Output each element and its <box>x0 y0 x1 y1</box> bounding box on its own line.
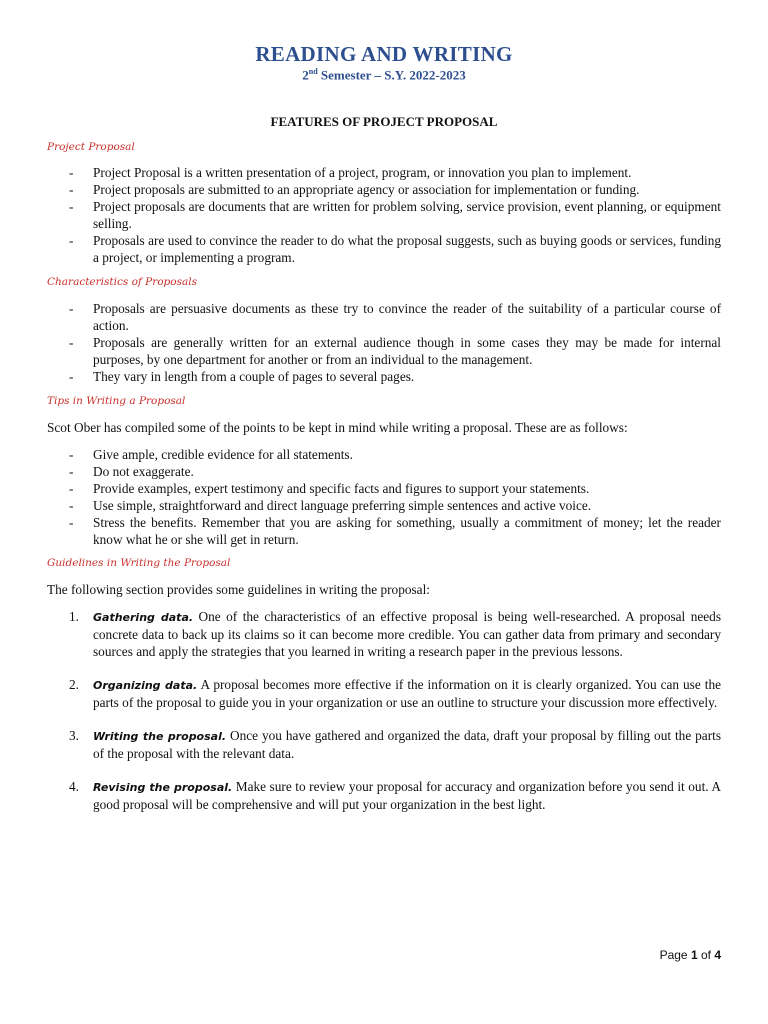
current-page: 1 <box>690 948 698 962</box>
heading-project-proposal: Project Proposal <box>47 141 135 153</box>
list-item: 1. Gathering data. One of the characteristics of an effective proposal is being well-researched. A proposal needs concrete data to back up its claims so it can become more credible. You can gather data from primary and secondary sources and apply the strategies that you learned in writing a research paper in the previous lessons. <box>69 609 722 659</box>
subtitle-ordinal: 2 <box>302 67 309 83</box>
page-number-footer: Page 1 of 4 <box>659 948 721 962</box>
list-item: - Provide examples, expert testimony and specific facts and figures to support your statements. <box>69 481 590 496</box>
list-item: - Project proposals are submitted to an appropriate agency or association for implementation or funding. <box>69 182 640 197</box>
total-pages: 4 <box>714 948 721 962</box>
list-item: - Stress the benefits. Remember that you are asking for something, usually a commitment of money; let the reader know what he or she will get in return. <box>69 515 721 547</box>
heading-guidelines: Guidelines in Writing the Proposal <box>47 557 231 569</box>
list-item: 3. Writing the proposal. Once you have gathered and organized the data, draft your proposal by filling out the parts of the proposal with the relevant data. <box>69 728 721 761</box>
list-item: - Use simple, straightforward and direct language preferring simple sentences and active voice. <box>69 498 592 513</box>
list-item: - Project proposals are documents that are written for problem solving, service provision, event planning, or equipment selling. <box>69 199 721 231</box>
heading-characteristics: Characteristics of Proposals <box>47 276 197 288</box>
list-characteristics <box>47 300 721 385</box>
subtitle-text: Semester – S.Y. 2022-2023 <box>317 67 466 83</box>
list-item: - Do not exaggerate. <box>69 464 194 479</box>
list-item: - Proposals are used to convince the reader to do what the proposal suggests, such as buying goods or services, funding a project, or implementing a program. <box>69 233 721 265</box>
heading-tips: Tips in Writing a Proposal <box>47 395 186 407</box>
guideline-term: Organizing data. <box>93 679 198 692</box>
list-item: 2. Organizing data. A proposal becomes more effective if the information on it is clearly organized. You can use the parts of the proposal to guide you in your organization or use an outline to structure your discussion more effectively. <box>69 677 721 710</box>
list-item: 4. Revising the proposal. Make sure to review your proposal for accuracy and organization before you send it out. A good proposal will be comprehensive and will put your organization in the best light. <box>69 779 721 812</box>
guidelines-intro: The following section provides some guidelines in writing the proposal: <box>47 582 430 597</box>
section-title: FEATURES OF PROJECT PROPOSAL <box>270 114 498 129</box>
list-guidelines <box>47 608 721 813</box>
list-item: - Project Proposal is a written presentation of a project, program, or innovation you plan to implement. <box>69 165 632 180</box>
list-tips <box>47 446 721 548</box>
list-item: - They vary in length from a couple of pages to several pages. <box>69 369 415 384</box>
guideline-term: Revising the proposal. <box>93 781 233 794</box>
list-project-proposal <box>47 164 721 266</box>
list-item: - Give ample, credible evidence for all statements. <box>69 447 353 462</box>
list-item: - Proposals are generally written for an external audience though in some cases they may be made for internal purposes, by one department for another or from an individual to the management. <box>69 335 721 367</box>
guideline-term: Writing the proposal. <box>93 730 227 743</box>
subtitle-ordinal-suffix: nd <box>308 67 318 76</box>
list-item: - Proposals are persuasive documents as these try to convince the reader of the suitability of a particular course of action. <box>69 301 721 333</box>
guideline-term: Gathering data. <box>93 611 194 624</box>
tips-intro: Scot Ober has compiled some of the points to be kept in mind while writing a proposal. These are as follows: <box>47 420 628 435</box>
document-subtitle <box>0 67 768 83</box>
document-title: READING AND WRITING <box>255 42 513 66</box>
